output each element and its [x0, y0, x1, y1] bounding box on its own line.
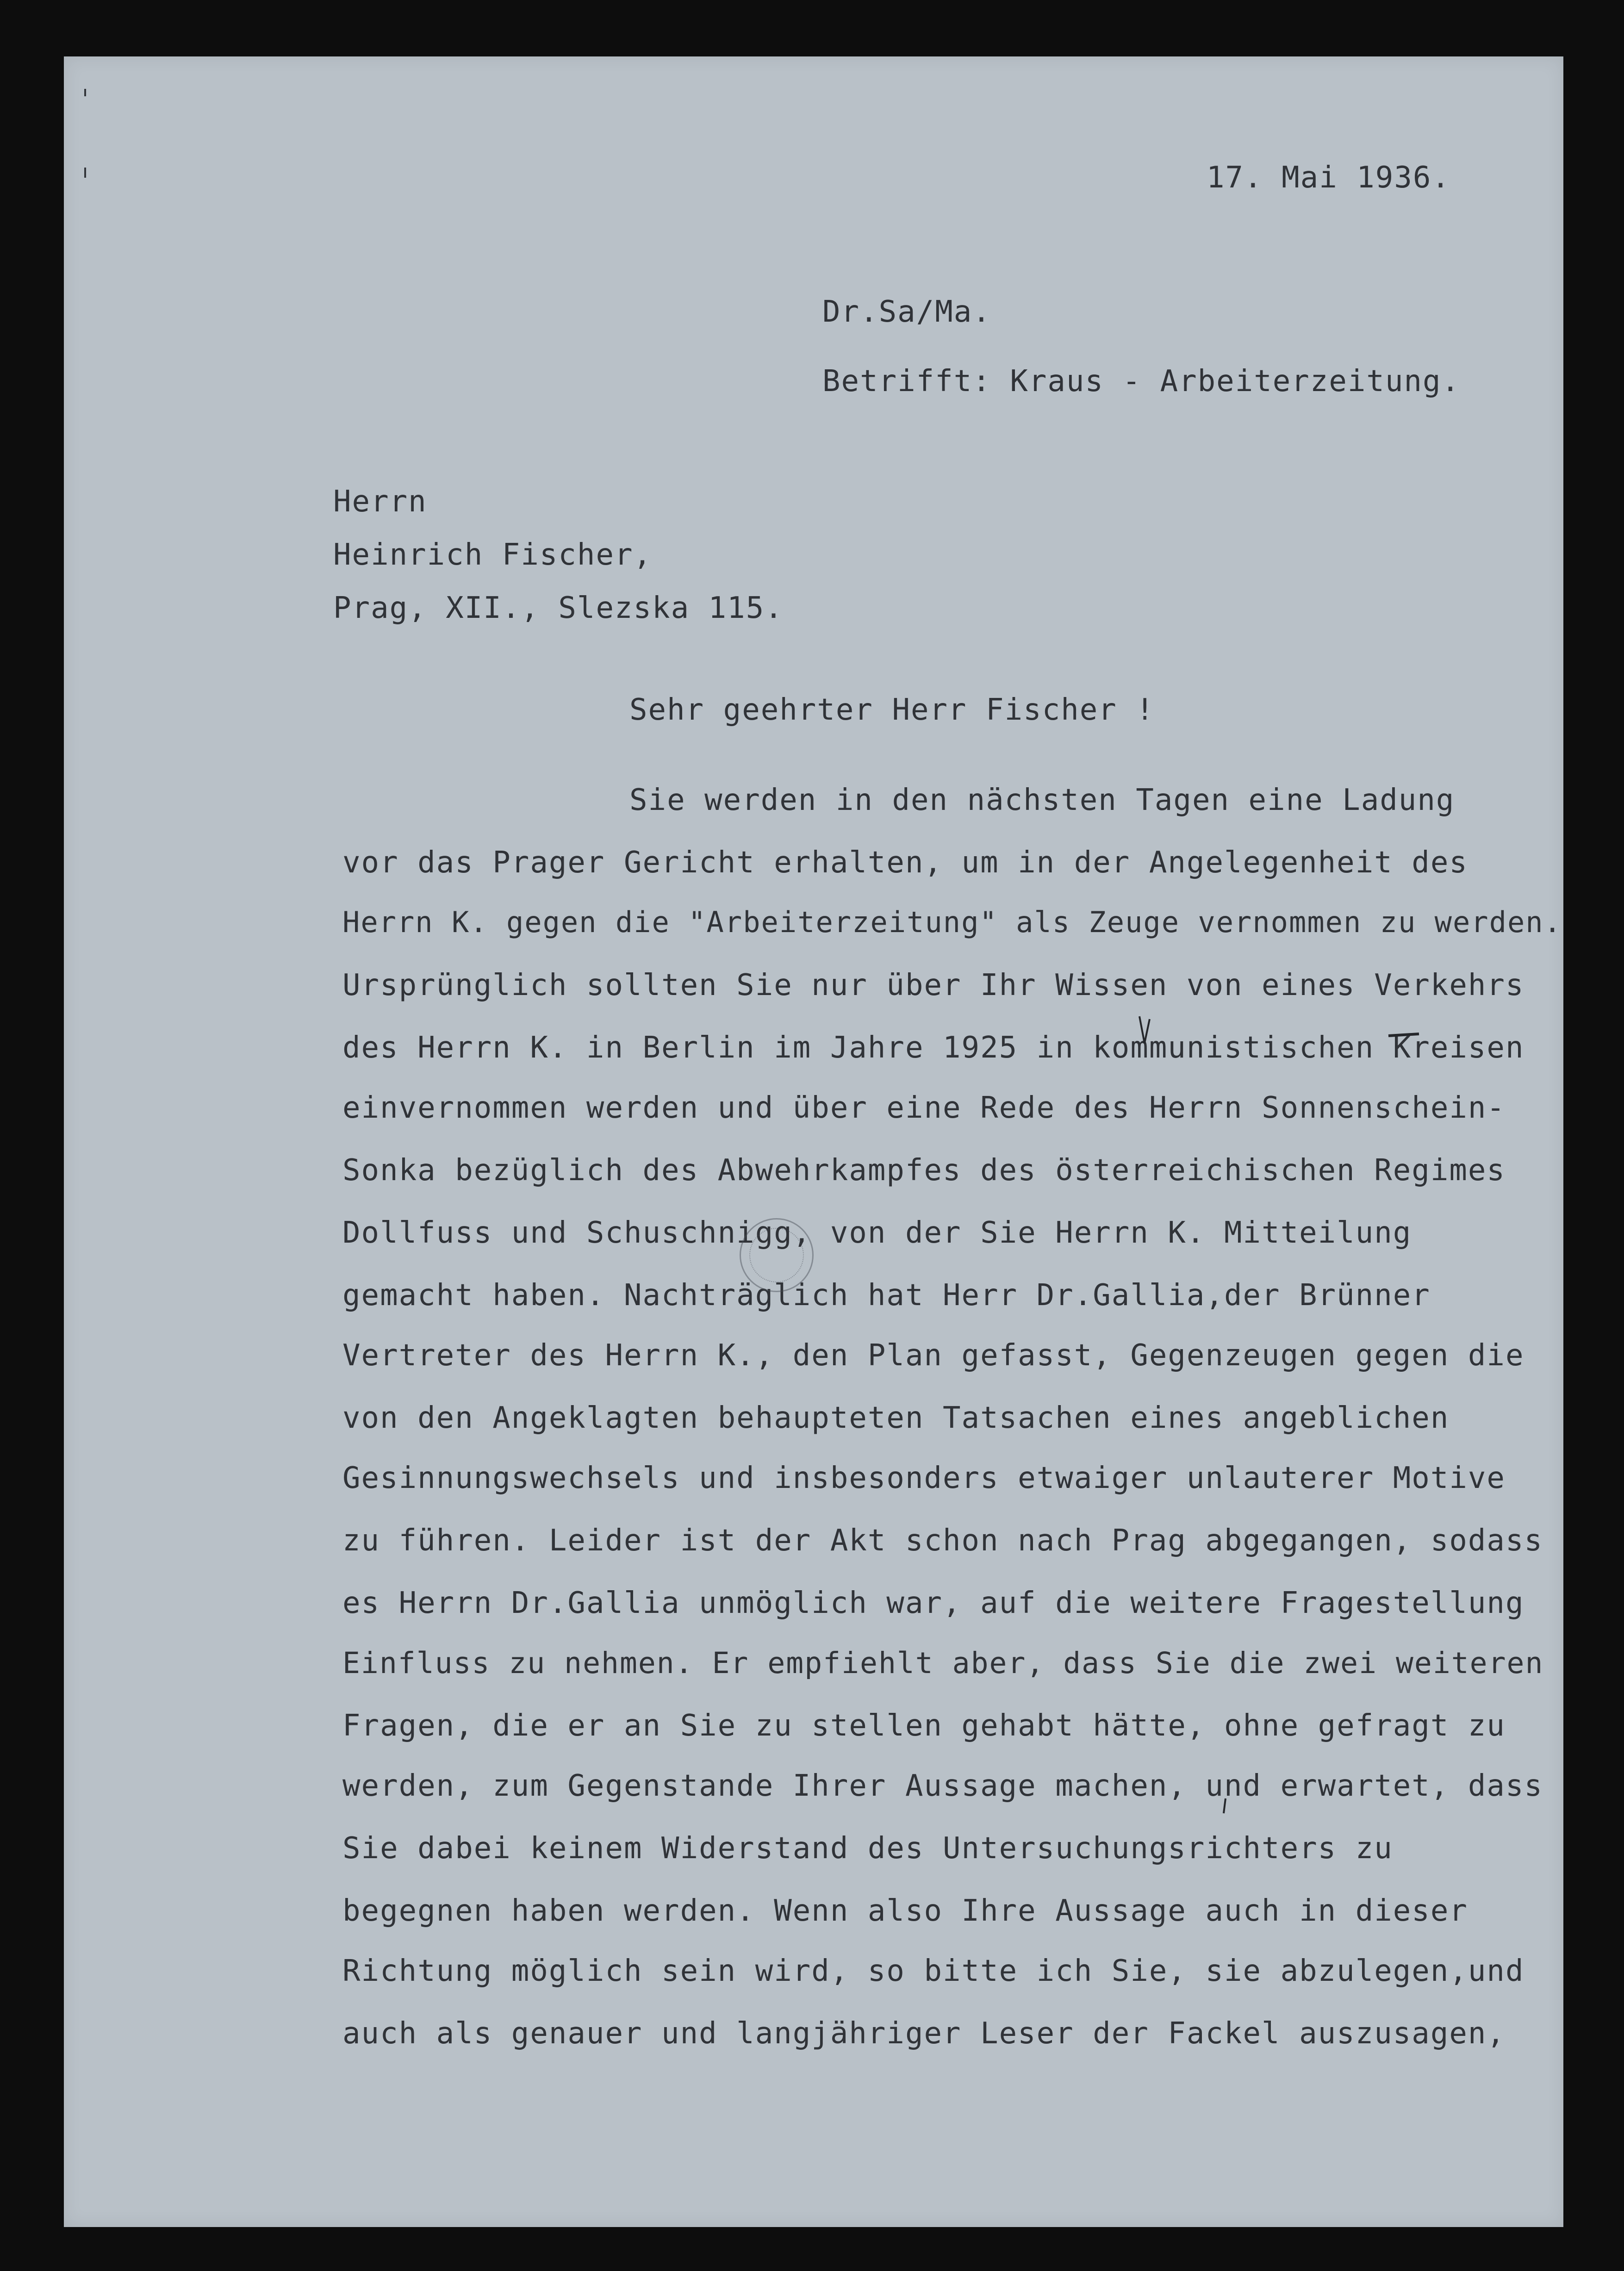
handwritten-strike-mark [1388, 1028, 1420, 1042]
handwritten-insert-mark [1138, 1014, 1151, 1047]
letter-date: 17. Mai 1936. [1207, 161, 1450, 195]
body-line: einvernommen werden und über eine Rede des Herrn Sonnenschein- [342, 1091, 1506, 1125]
punch-mark [84, 168, 86, 178]
body-line: Richtung möglich sein wird, so bitte ich Sie, sie abzulegen,und [342, 1954, 1524, 1988]
body-line: Sonka bezüglich des Abwehrkampfes des österreichischen Regimes [342, 1153, 1506, 1188]
recipient-line: Prag, XII., Slezska 115. [333, 591, 784, 625]
body-line: von den Angeklagten behaupteten Tatsachen eines angeblichen [342, 1401, 1450, 1435]
body-line: werden, zum Gegenstande Ihrer Aussage machen, und erwartet, dass [342, 1769, 1543, 1803]
body-line: vor das Prager Gericht erhalten, um in der Angelegenheit des [342, 846, 1468, 880]
body-line: Vertreter des Herrn K., den Plan gefasst, Gegenzeugen gegen die [342, 1338, 1524, 1373]
letter-page [64, 56, 1563, 2227]
body-line: es Herrn Dr.Gallia unmöglich war, auf die weitere Fragestellung [342, 1586, 1524, 1620]
body-line: Sie dabei keinem Widerstand des Untersuchungsrichters zu [342, 1831, 1393, 1866]
recipient-line: Herrn [333, 485, 427, 519]
body-line: Ursprünglich sollten Sie nur über Ihr Wissen von eines Verkehrs [342, 968, 1524, 1002]
body-line: Dollfuss und Schuschnigg, von der Sie Herrn K. Mitteilung [342, 1216, 1412, 1250]
recipient-line: Heinrich Fischer, [333, 538, 653, 572]
body-line: des Herrn K. in Berlin im Jahre 1925 in kommunistischen Kreisen [342, 1031, 1524, 1065]
handwritten-comma-mark [1221, 1797, 1230, 1815]
salutation: Sehr geehrter Herr Fischer ! [629, 693, 1155, 727]
body-line: Herrn K. gegen die "Arbeiterzeitung" als Zeuge vernommen zu werden. [342, 905, 1562, 939]
body-line: gemacht haben. Nachträglich hat Herr Dr.Gallia,der Brünner [342, 1278, 1431, 1313]
body-line: Sie werden in den nächsten Tagen eine Ladung [629, 783, 1455, 817]
body-line: Gesinnungswechsels und insbesonders etwaiger unlauterer Motive [342, 1461, 1506, 1495]
body-line: zu führen. Leider ist der Akt schon nach Prag abgegangen, sodass [342, 1524, 1543, 1558]
body-line: auch als genauer und langjähriger Leser der Fackel auszusagen, [342, 2016, 1506, 2051]
body-line: Fragen, die er an Sie zu stellen gehabt hätte, ohne gefragt zu [342, 1709, 1506, 1743]
punch-mark [84, 89, 86, 96]
archive-stamp [740, 1218, 814, 1292]
body-line: begegnen haben werden. Wenn also Ihre Aussage auch in dieser [342, 1894, 1468, 1928]
body-line: Einfluss zu nehmen. Er empfiehlt aber, dass Sie die zwei weiteren [342, 1646, 1544, 1680]
subject-line: Betrifft: Kraus - Arbeiterzeitung. [822, 364, 1461, 398]
reference-line: Dr.Sa/Ma. [822, 295, 991, 329]
